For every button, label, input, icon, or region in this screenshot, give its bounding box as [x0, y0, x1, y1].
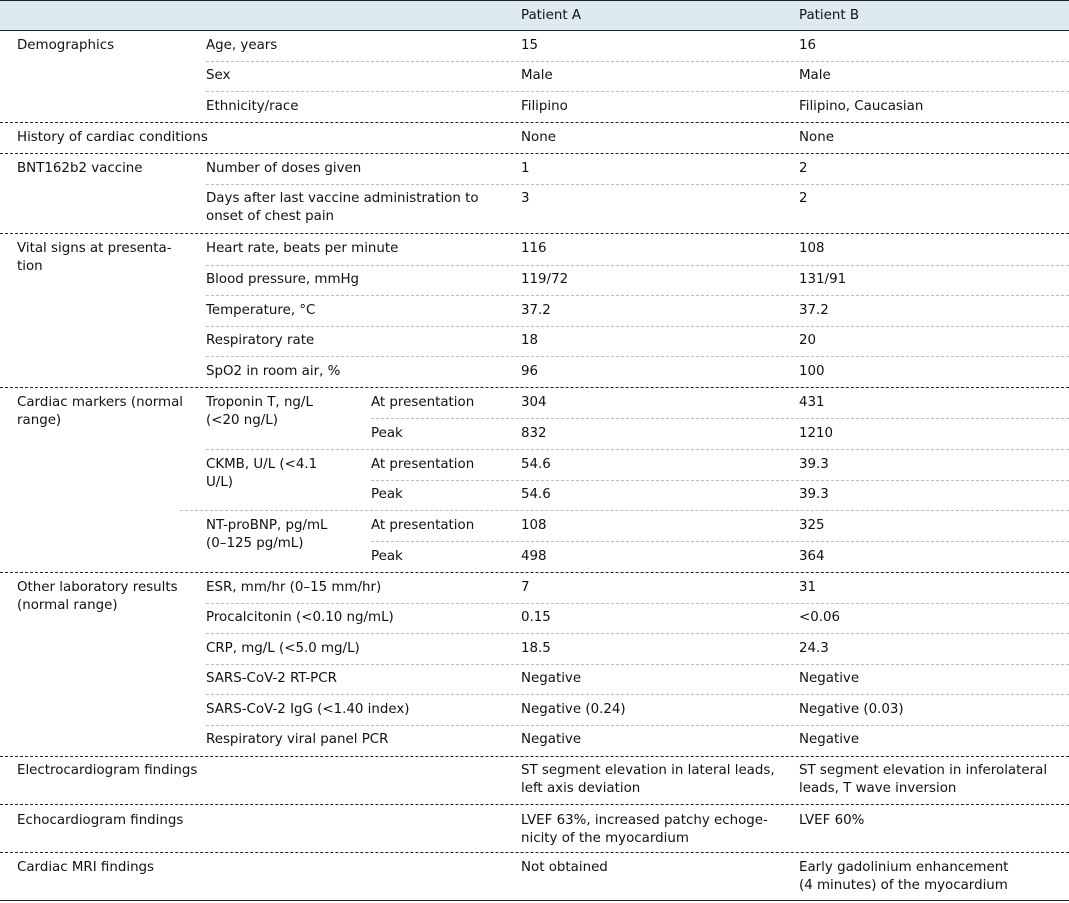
- cell-mri-b-l1: Early gadolinium enhancement: [799, 860, 1009, 875]
- cell-ecg-b-l2: leads, T wave inversion: [799, 781, 957, 796]
- cell-hr-b: 108: [799, 241, 825, 256]
- section-divider: [0, 804, 1069, 805]
- cell-bnp-peak-a: 498: [521, 549, 547, 564]
- row-sublabel-bnp-peak: Peak: [371, 549, 403, 564]
- section-divider: [0, 153, 1069, 154]
- row-label-bp: Blood pressure, mmHg: [206, 272, 360, 287]
- cell-troponin-pres-a: 304: [521, 395, 547, 410]
- cell-igg-b: Negative (0.03): [799, 702, 904, 717]
- cell-age-a: 15: [521, 38, 539, 53]
- row-sublabel-ckmb-pres: At presentation: [371, 457, 475, 472]
- cell-ckmb-pres-b: 39.3: [799, 457, 829, 472]
- row-label-pct: Procalcitonin (<0.10 ng/mL): [206, 610, 394, 625]
- cell-ckmb-peak-b: 39.3: [799, 487, 829, 502]
- section-vaccine: BNT162b2 vaccine: [17, 161, 143, 176]
- header-patient-b: Patient B: [799, 8, 860, 23]
- cell-echo-a-l2: nicity of the myocardium: [521, 831, 689, 846]
- cell-ecg-b-l1: ST segment elevation in inferolateral: [799, 763, 1048, 778]
- section-history: History of cardiac conditions: [17, 130, 208, 145]
- cell-history-b: None: [799, 130, 834, 145]
- cell-mri-b-l2: (4 minutes) of the myocardium: [799, 878, 1008, 893]
- cell-spo2-a: 96: [521, 364, 539, 379]
- cell-ethnicity-a: Filipino: [521, 99, 568, 114]
- cell-rtpcr-b: Negative: [799, 671, 860, 686]
- cell-rr-a: 18: [521, 333, 539, 348]
- section-divider: [0, 233, 1069, 234]
- row-label-spo2: SpO2 in room air, %: [206, 364, 341, 379]
- cell-mri-a: Not obtained: [521, 860, 608, 875]
- cell-troponin-peak-a: 832: [521, 426, 547, 441]
- row-divider: [206, 694, 1069, 695]
- section-echo: Echocardiogram findings: [17, 813, 184, 828]
- row-divider: [206, 184, 1069, 185]
- row-label-rr: Respiratory rate: [206, 333, 315, 348]
- row-divider: [206, 633, 1069, 634]
- cell-pct-b: <0.06: [799, 610, 841, 625]
- cell-hr-a: 116: [521, 241, 547, 256]
- cell-esr-b: 31: [799, 580, 817, 595]
- cell-sex-b: Male: [799, 68, 831, 83]
- cell-doses-a: 1: [521, 161, 530, 176]
- row-label-rtpcr: SARS-CoV-2 RT-PCR: [206, 671, 337, 686]
- cell-sex-a: Male: [521, 68, 553, 83]
- row-sublabel-ckmb-peak: Peak: [371, 487, 403, 502]
- row-divider: [206, 725, 1069, 726]
- row-label-esr: ESR, mm/hr (0–15 mm/hr): [206, 580, 382, 595]
- row-label-days-l1: Days after last vaccine administration to: [206, 191, 479, 206]
- cell-crp-a: 18.5: [521, 641, 551, 656]
- section-mri: Cardiac MRI findings: [17, 860, 155, 875]
- row-divider: [180, 510, 1069, 511]
- section-ecg: Electrocardiogram findings: [17, 763, 198, 778]
- cell-ecg-a-l2: left axis deviation: [521, 781, 641, 796]
- cell-age-b: 16: [799, 38, 817, 53]
- section-divider: [0, 122, 1069, 123]
- cell-echo-a-l1: LVEF 63%, increased patchy echoge-: [521, 813, 768, 828]
- cell-echo-b: LVEF 60%: [799, 813, 865, 828]
- row-label-doses: Number of doses given: [206, 161, 362, 176]
- row-label-rvp: Respiratory viral panel PCR: [206, 732, 389, 747]
- section-vitals-l1: Vital signs at presenta-: [17, 241, 172, 256]
- cell-ckmb-pres-a: 54.6: [521, 457, 551, 472]
- cell-rtpcr-a: Negative: [521, 671, 582, 686]
- section-divider: [0, 572, 1069, 573]
- row-label-sex: Sex: [206, 68, 231, 83]
- row-label-temp: Temperature, °C: [206, 303, 316, 318]
- row-label-bnp-l2: (0–125 pg/mL): [206, 536, 304, 551]
- row-sublabel-troponin-peak: Peak: [371, 426, 403, 441]
- row-divider: [206, 356, 1069, 357]
- row-label-troponin-l2: (<20 ng/L): [206, 413, 278, 428]
- cell-temp-b: 37.2: [799, 303, 829, 318]
- cell-bp-b: 131/91: [799, 272, 847, 287]
- row-label-days-l2: onset of chest pain: [206, 209, 335, 224]
- row-sublabel-troponin-pres: At presentation: [371, 395, 475, 410]
- cell-bp-a: 119/72: [521, 272, 569, 287]
- section-divider: [0, 387, 1069, 388]
- cell-bnp-peak-b: 364: [799, 549, 825, 564]
- row-label-age: Age, years: [206, 38, 278, 53]
- section-vitals-l2: tion: [17, 259, 43, 274]
- cell-temp-a: 37.2: [521, 303, 551, 318]
- cell-troponin-peak-b: 1210: [799, 426, 834, 441]
- cell-rvp-b: Negative: [799, 732, 860, 747]
- row-label-ckmb-l1: CKMB, U/L (<4.1: [206, 457, 318, 472]
- section-markers-l1: Cardiac markers (normal: [17, 395, 184, 410]
- cell-rvp-a: Negative: [521, 732, 582, 747]
- row-label-troponin-l1: Troponin T, ng/L: [206, 395, 313, 410]
- cell-esr-a: 7: [521, 580, 530, 595]
- cell-doses-b: 2: [799, 161, 808, 176]
- cell-ecg-a-l1: ST segment elevation in lateral leads,: [521, 763, 775, 778]
- row-divider: [206, 664, 1069, 665]
- row-label-ethnicity: Ethnicity/race: [206, 99, 299, 114]
- section-markers-l2: range): [17, 413, 62, 428]
- row-divider: [206, 449, 1069, 450]
- row-sublabel-bnp-pres: At presentation: [371, 518, 475, 533]
- row-divider: [206, 295, 1069, 296]
- row-divider: [206, 61, 1069, 62]
- section-demographics: Demographics: [17, 38, 115, 53]
- section-labs-l1: Other laboratory results: [17, 580, 178, 595]
- cell-days-a: 3: [521, 191, 530, 206]
- row-label-igg: SARS-CoV-2 IgG (<1.40 index): [206, 702, 410, 717]
- header-patient-a: Patient A: [521, 8, 582, 23]
- row-divider: [206, 91, 1069, 92]
- cell-troponin-pres-b: 431: [799, 395, 825, 410]
- cell-days-b: 2: [799, 191, 808, 206]
- cell-ethnicity-b: Filipino, Caucasian: [799, 99, 924, 114]
- section-labs-l2: (normal range): [17, 598, 118, 613]
- cell-bnp-pres-b: 325: [799, 518, 825, 533]
- row-divider: [206, 265, 1069, 266]
- row-label-ckmb-l2: U/L): [206, 475, 233, 490]
- row-divider: [206, 326, 1069, 327]
- cell-rr-b: 20: [799, 333, 817, 348]
- cell-bnp-pres-a: 108: [521, 518, 547, 533]
- row-label-bnp-l1: NT-proBNP, pg/mL: [206, 518, 328, 533]
- row-label-hr: Heart rate, beats per minute: [206, 241, 399, 256]
- cell-ckmb-peak-a: 54.6: [521, 487, 551, 502]
- cell-igg-a: Negative (0.24): [521, 702, 626, 717]
- cell-crp-b: 24.3: [799, 641, 829, 656]
- section-divider: [0, 852, 1069, 853]
- row-divider: [371, 480, 1069, 481]
- row-divider: [206, 603, 1069, 604]
- section-divider: [0, 756, 1069, 757]
- cell-spo2-b: 100: [799, 364, 825, 379]
- cell-pct-a: 0.15: [521, 610, 551, 625]
- cell-history-a: None: [521, 130, 556, 145]
- table-bottom-rule: [0, 900, 1069, 901]
- row-divider: [371, 418, 1069, 419]
- row-label-crp: CRP, mg/L (<5.0 mg/L): [206, 641, 360, 656]
- row-divider: [371, 541, 1069, 542]
